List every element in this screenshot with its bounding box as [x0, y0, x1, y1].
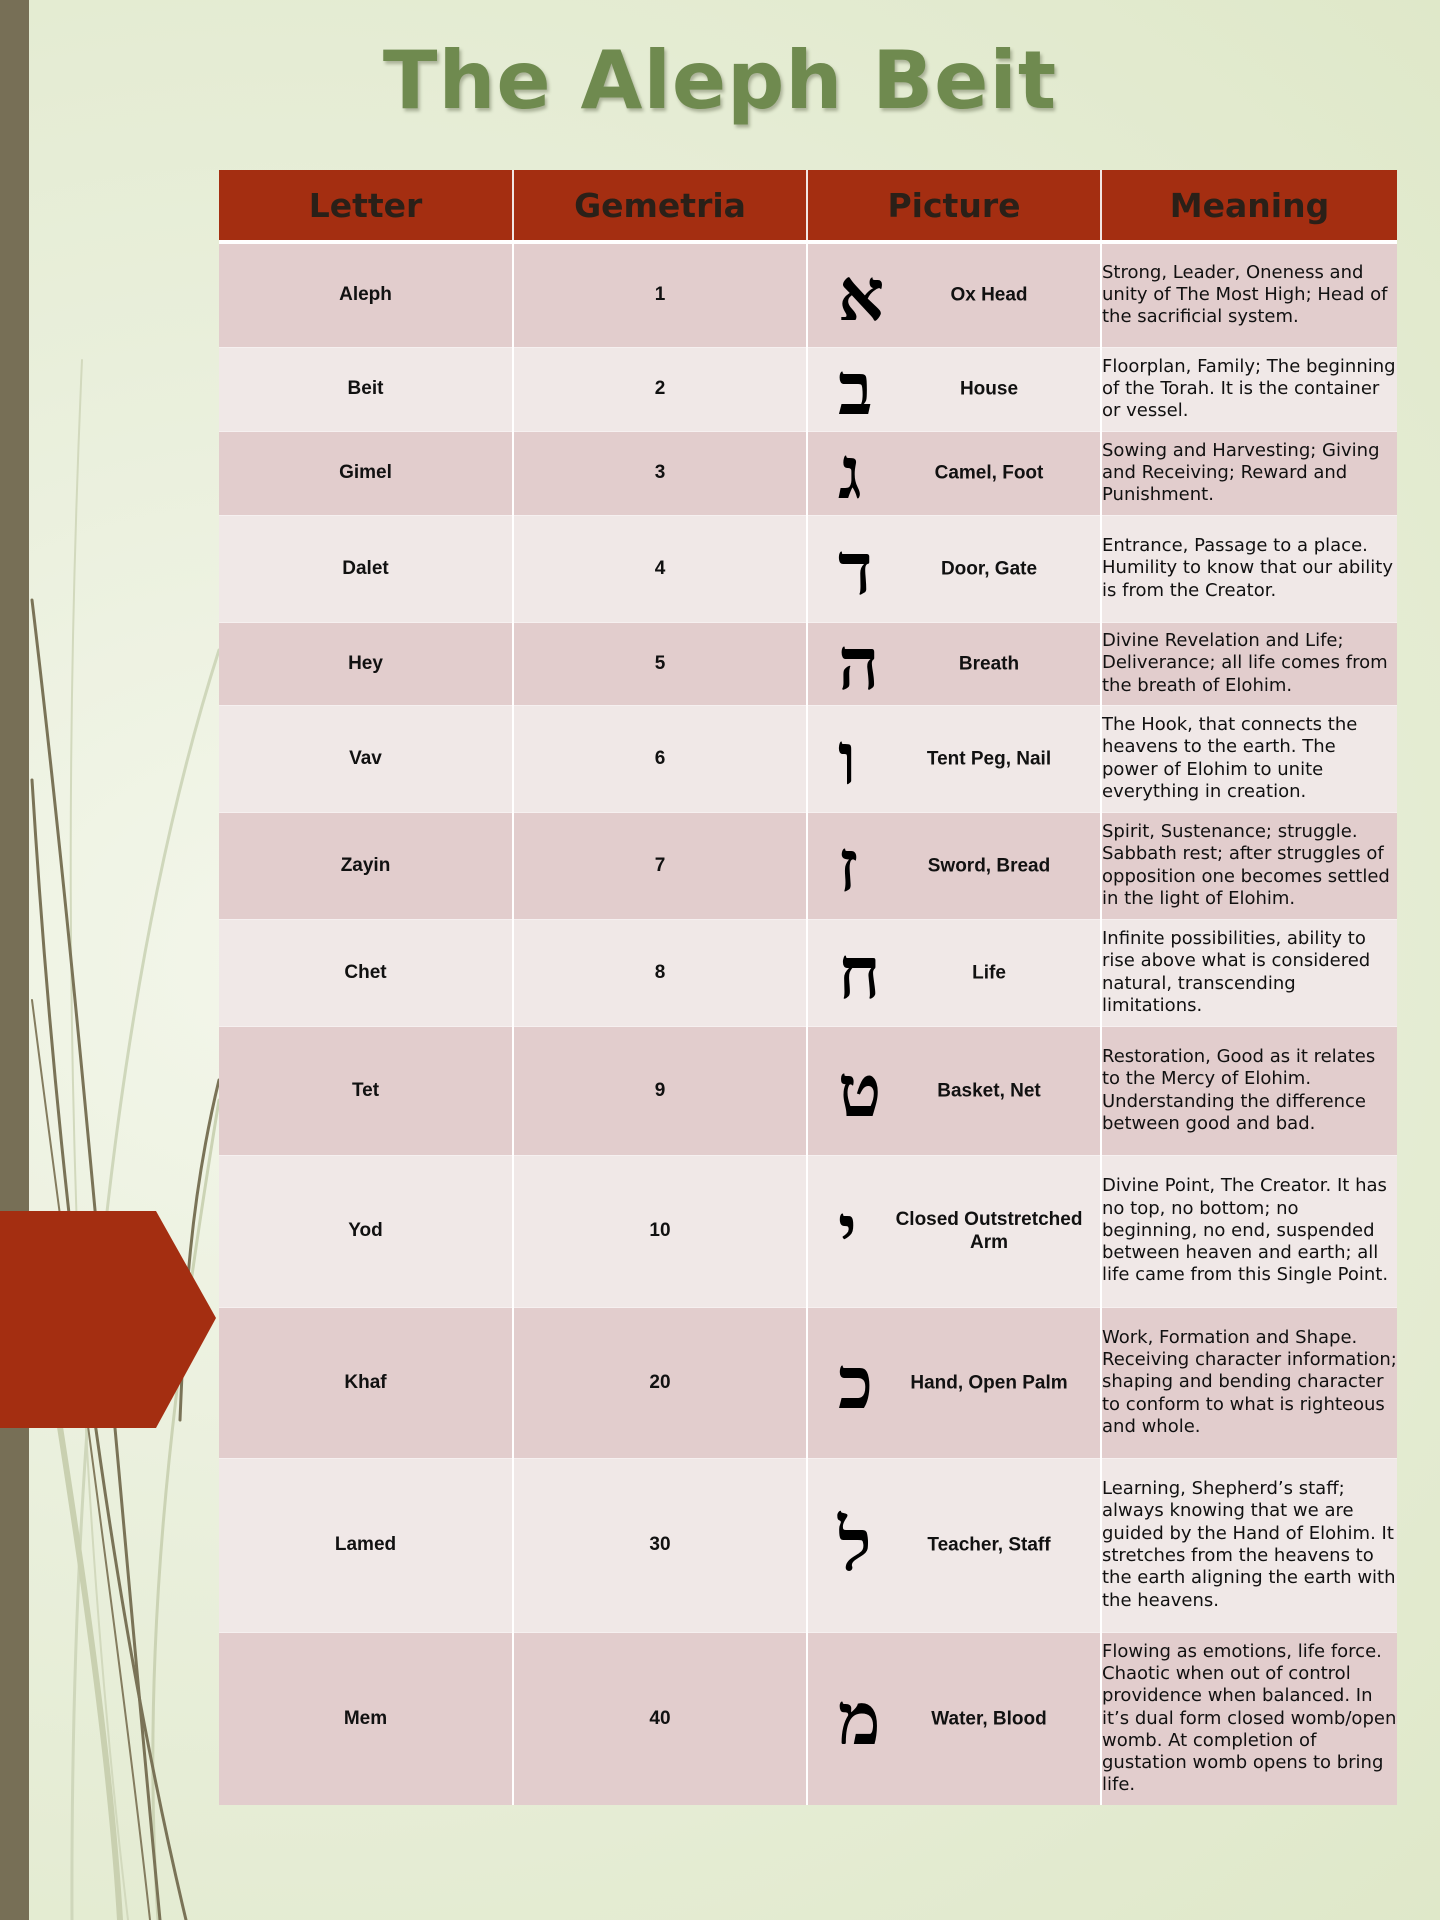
table-row	[219, 242, 1397, 347]
table-row	[219, 812, 1397, 919]
meaning-text: Strong, Leader, Oneness and unity of The Most High; Head of the sacrificial system.	[1101, 242, 1397, 347]
page-title: The Aleph Beit	[382, 34, 1058, 127]
table-row	[219, 1307, 1397, 1458]
table-row	[219, 705, 1397, 812]
gematria-value: 7	[513, 812, 807, 919]
picture-cell	[807, 705, 1101, 812]
gematria-value: 8	[513, 919, 807, 1026]
picture-label: Door, Gate	[940, 558, 1038, 579]
table-row	[219, 1155, 1397, 1307]
meaning-text: Work, Formation and Shape. Receiving character information; shaping and bending character to conform to what is righteous and whole.	[1101, 1307, 1397, 1458]
table-row	[219, 347, 1397, 431]
picture-label: Tent Peg, Nail	[926, 748, 1052, 769]
picture-label: Life	[972, 962, 1006, 983]
meaning-text: Learning, Shepherd’s staff; always knowing that we are guided by the Hand of Elohim. It stretches from the heavens to the earth aligning the earth with the heavens.	[1101, 1458, 1397, 1632]
table-row	[219, 1458, 1397, 1632]
meaning-text: Entrance, Passage to a place. Humility to know that our ability is from the Creator.	[1101, 515, 1397, 622]
table-row	[219, 919, 1397, 1026]
hebrew-letter-glyph: י	[838, 1188, 857, 1273]
gematria-value: 9	[513, 1026, 807, 1155]
table-row	[219, 1632, 1397, 1805]
gematria-value: 40	[513, 1632, 807, 1805]
letter-name: Gimel	[219, 431, 513, 515]
table-row	[219, 515, 1397, 622]
letter-name: Lamed	[219, 1458, 513, 1632]
gematria-value: 10	[513, 1155, 807, 1307]
letter-name: Vav	[219, 705, 513, 812]
picture-label: Camel, Foot	[934, 462, 1044, 484]
letter-name: Hey	[219, 622, 513, 705]
gematria-value: 1	[513, 242, 807, 347]
letter-name: Aleph	[219, 242, 513, 347]
picture-label: Water, Blood	[931, 1708, 1047, 1730]
meaning-text: Divine Point, The Creator. It has no top, no bottom; no beginning, no end, suspended between heaven and earth; all life came from this Single Point.	[1101, 1155, 1397, 1307]
picture-label: Closed Outstretched Arm	[895, 1209, 1083, 1253]
decorative-grass-lines	[0, 0, 230, 1920]
table-row	[219, 431, 1397, 515]
letter-name: Mem	[219, 1632, 513, 1805]
gematria-value: 20	[513, 1307, 807, 1458]
letter-name: Khaf	[219, 1307, 513, 1458]
meaning-text: Restoration, Good as it relates to the Mercy of Elohim. Understanding the difference between good and bad.	[1101, 1026, 1397, 1155]
meaning-text: Floorplan, Family; The beginning of the Torah. It is the container or vessel.	[1101, 347, 1397, 431]
picture-cell	[807, 1307, 1101, 1458]
picture-cell	[807, 1458, 1101, 1632]
picture-cell	[807, 1155, 1101, 1307]
hebrew-letter-glyph: כ	[838, 1339, 874, 1425]
picture-cell	[807, 919, 1101, 1026]
table-row	[219, 1026, 1397, 1155]
header-meaning: Meaning	[1101, 170, 1397, 242]
letter-name: Tet	[219, 1026, 513, 1155]
meaning-text: Flowing as emotions, life force. Chaotic when out of control providence when balanced. In it’s dual form closed womb/open womb. At completion of gustation womb opens to bring life.	[1101, 1632, 1397, 1805]
meaning-text: The Hook, that connects the heavens to the earth. The power of Elohim to unite everything in creation.	[1101, 705, 1397, 812]
hebrew-letter-glyph: ד	[838, 525, 873, 611]
picture-cell	[807, 622, 1101, 705]
header-picture: Picture	[807, 170, 1101, 242]
picture-label: Sword, Bread	[927, 855, 1051, 876]
picture-label: Teacher, Staff	[927, 1534, 1051, 1556]
picture-cell	[807, 347, 1101, 431]
letter-name: Beit	[219, 347, 513, 431]
meaning-text: Spirit, Sustenance; struggle. Sabbath rest; after struggles of opposition one becomes settled in the light of Elohim.	[1101, 812, 1397, 919]
gematria-value: 5	[513, 622, 807, 705]
hebrew-letter-glyph: ל	[838, 1502, 872, 1587]
header-gemetria: Gemetria	[513, 170, 807, 242]
gematria-value: 3	[513, 431, 807, 515]
picture-label: Hand, Open Palm	[910, 1372, 1068, 1393]
picture-cell	[807, 515, 1101, 622]
picture-cell	[807, 812, 1101, 919]
meaning-text: Infinite possibilities, ability to rise above what is considered natural, transcending limitations.	[1101, 919, 1397, 1026]
gematria-value: 2	[513, 347, 807, 431]
picture-label: House	[959, 378, 1019, 400]
letter-name: Zayin	[219, 812, 513, 919]
gematria-value: 4	[513, 515, 807, 622]
header-letter: Letter	[219, 170, 513, 242]
letter-name: Chet	[219, 919, 513, 1026]
gematria-value: 30	[513, 1458, 807, 1632]
red-arrow-shape	[0, 1211, 216, 1428]
letter-name: Yod	[219, 1155, 513, 1307]
table-header-row	[219, 170, 1397, 242]
picture-cell	[807, 1026, 1101, 1155]
gematria-value: 6	[513, 705, 807, 812]
hebrew-letter-glyph: ח	[838, 929, 881, 1015]
letter-name: Dalet	[219, 515, 513, 622]
hebrew-letter-glyph: ב	[838, 346, 873, 431]
hebrew-letter-glyph: ו	[838, 715, 857, 801]
hebrew-letter-glyph: מ	[838, 1675, 881, 1761]
hebrew-letter-glyph: א	[838, 252, 885, 338]
aleph-beit-table	[219, 170, 1397, 1805]
hebrew-letter-glyph: ג	[838, 430, 862, 515]
picture-cell	[807, 242, 1101, 347]
picture-label: Ox Head	[950, 284, 1028, 306]
picture-cell	[807, 431, 1101, 515]
picture-label: Basket, Net	[937, 1080, 1041, 1101]
picture-label: Breath	[958, 653, 1020, 674]
meaning-text: Sowing and Harvesting; Giving and Receiving; Reward and Punishment.	[1101, 431, 1397, 515]
hebrew-letter-glyph: ז	[838, 822, 859, 908]
picture-cell	[807, 1632, 1101, 1805]
table-row	[219, 622, 1397, 705]
meaning-text: Divine Revelation and Life; Deliverance; all life comes from the breath of Elohim.	[1101, 622, 1397, 705]
hebrew-letter-glyph: ה	[838, 620, 880, 706]
hebrew-letter-glyph: ט	[838, 1047, 882, 1133]
